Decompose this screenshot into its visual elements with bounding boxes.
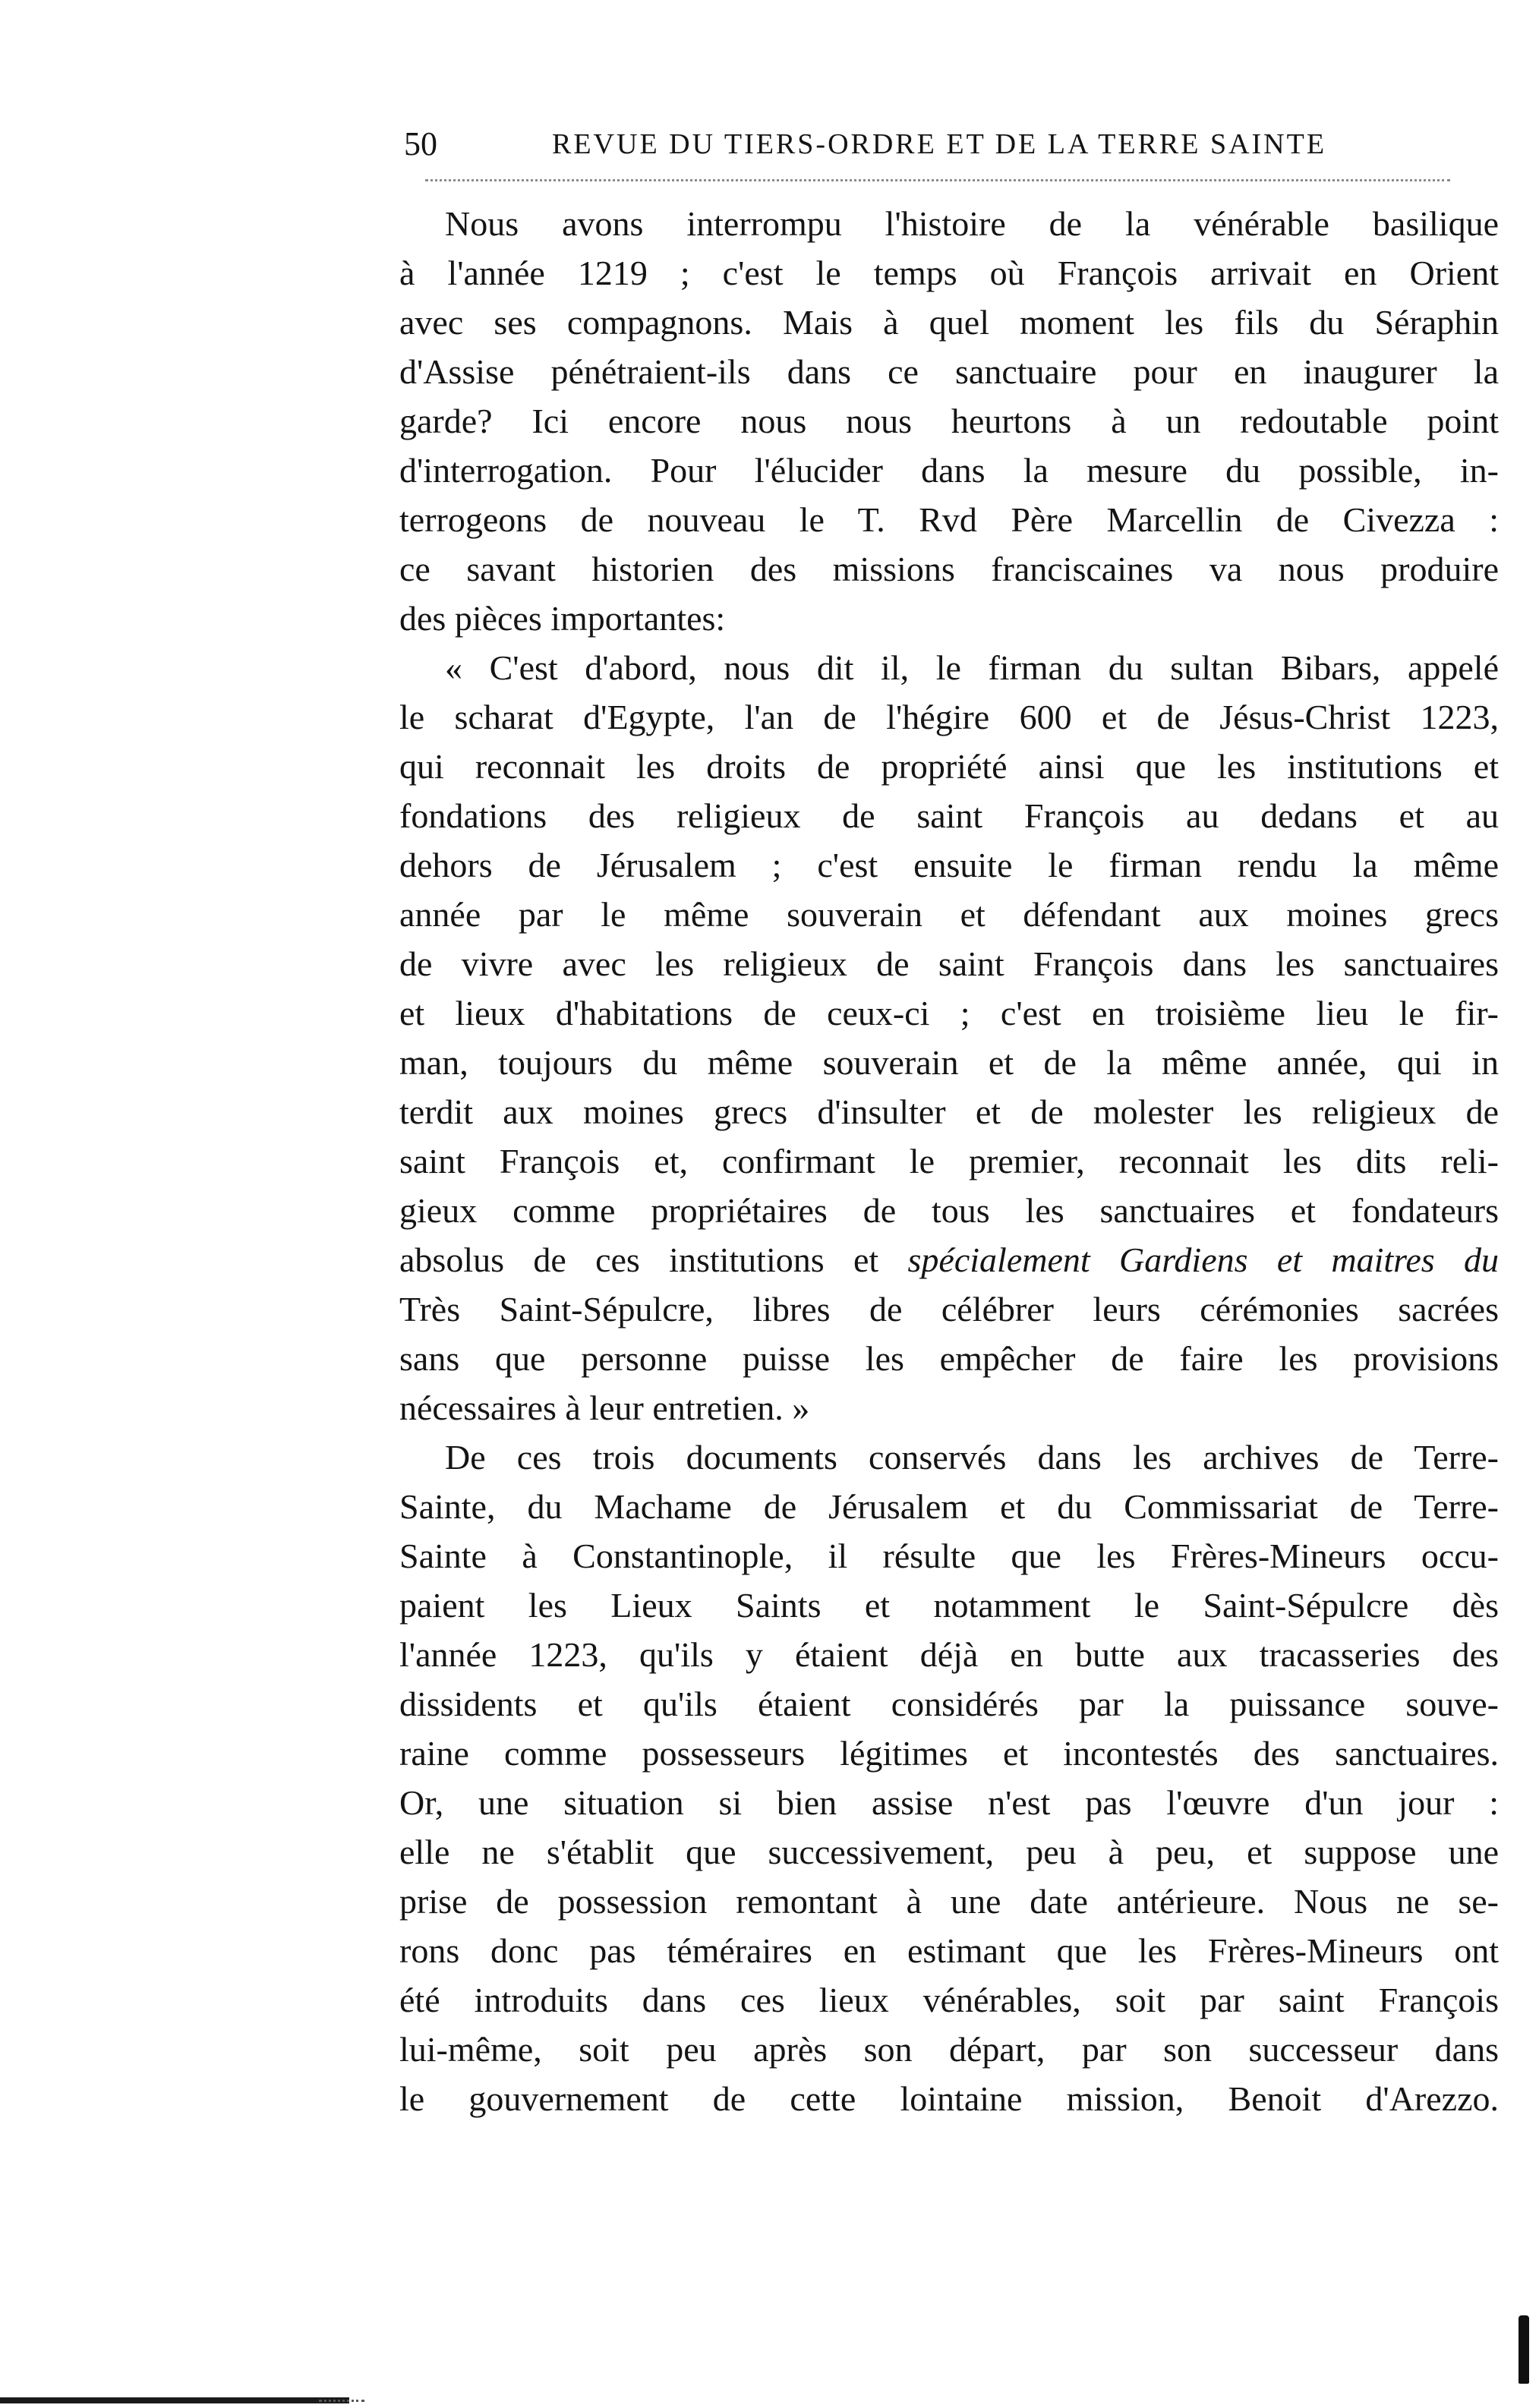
quote-line: qui reconnait les droits de propriété ainsi que les institutions et <box>399 747 1499 786</box>
paragraph-line: dissidents et qu'ils étaient considérés par la puissance souve- <box>399 1685 1499 1723</box>
paragraph-line: Or, une situation si bien assise n'est pas l'œuvre d'un jour : <box>399 1783 1499 1822</box>
paragraph-line: Sainte, du Machame de Jérusalem et du Commissariat de Terre- <box>399 1487 1499 1526</box>
quote-line: man, toujours du même souverain et de la même année, qui in <box>399 1043 1499 1082</box>
quote-line: le scharat d'Egypte, l'an de l'hégire 600 et de Jésus-Christ 1223, <box>399 698 1499 736</box>
running-title: REVUE DU TIERS-ORDRE ET DE LA TERRE SAINTE <box>552 128 1327 160</box>
quote-line: et lieux d'habitations de ceux-ci ; c'est en troisième lieu le fir- <box>399 994 1499 1032</box>
quote-line <box>399 1235 1499 1284</box>
scan-edge-mark <box>0 2397 349 2403</box>
quote-line: dehors de Jérusalem ; c'est ensuite le firman rendu la même <box>399 846 1499 884</box>
paragraph-line: elle ne s'établit que successivement, peu à peu, et suppose une <box>399 1833 1499 1871</box>
paragraph-line: le gouvernement de cette lointaine mission, Benoit d'Arezzo. <box>399 2079 1499 2118</box>
quote-line: sans que personne puisse les empêcher de faire les provisions <box>399 1339 1499 1378</box>
body-text <box>399 199 1499 2123</box>
quote-line: gieux comme propriétaires de tous les sanctuaires et fondateurs <box>399 1191 1499 1230</box>
paragraph-line: à l'année 1219 ; c'est le temps où François arrivait en Orient <box>399 254 1499 292</box>
page-header <box>404 121 1509 167</box>
paragraph-line: Sainte à Constantinople, il résulte que les Frères-Mineurs occu- <box>399 1537 1499 1575</box>
paragraph-line: raine comme possesseurs légitimes et incontestés des sanctuaires. <box>399 1734 1499 1773</box>
paragraph-line: paient les Lieux Saints et notamment le Saint-Sépulcre dès <box>399 1586 1499 1625</box>
quote-line: saint François et, confirmant le premier, reconnait les dits reli- <box>399 1142 1499 1180</box>
scan-ink-blot <box>1519 2315 1529 2384</box>
paragraph-line: prise de possession remontant à une date antérieure. Nous ne se- <box>399 1882 1499 1921</box>
paragraph-line: garde? Ici encore nous nous heurtons à un redoutable point <box>399 402 1499 440</box>
paragraph-line: De ces trois documents conservés dans les archives de Terre- <box>445 1438 1499 1477</box>
page-number: 50 <box>404 125 437 162</box>
quote-line: année par le même souverain et défendant aux moines grecs <box>399 895 1499 934</box>
paragraph-line: été introduits dans ces lieux vénérables, soit par saint François <box>399 1981 1499 2019</box>
quote-line: Très Saint-Sépulcre, libres de célébrer leurs cérémonies sacrées <box>399 1290 1499 1328</box>
paragraph-line: terrogeons de nouveau le T. Rvd Père Marcellin de Civezza : <box>399 500 1499 539</box>
quote-line: terdit aux moines grecs d'insulter et de molester les religieux de <box>399 1092 1499 1131</box>
header-rule <box>425 179 1450 181</box>
italic-phrase: spécialement Gardiens et maitres du <box>907 1240 1500 1279</box>
paragraph-line: d'interrogation. Pour l'élucider dans la mesure du possible, in- <box>399 451 1499 490</box>
quote-line: « C'est d'abord, nous dit il, le firman du sultan Bibars, appelé <box>445 648 1499 687</box>
scan-edge-fade <box>319 2400 364 2404</box>
paragraph-line: lui-même, soit peu après son départ, par son successeur dans <box>399 2030 1499 2069</box>
paragraph-line: d'Assise pénétraient-ils dans ce sanctuaire pour en inaugurer la <box>399 352 1499 391</box>
paragraph-line: l'année 1223, qu'ils y étaient déjà en butte aux tracasseries des <box>399 1635 1499 1674</box>
quote-line: de vivre avec les religieux de saint François dans les sanctuaires <box>399 944 1499 983</box>
paragraph-line: ce savant historien des missions franciscaines va nous produire <box>399 550 1499 588</box>
paragraph-line: rons donc pas téméraires en estimant que les Frères-Mineurs ont <box>399 1931 1499 1970</box>
quote-line: fondations des religieux de saint François au dedans et au <box>399 796 1499 835</box>
paragraph-line: des pièces importantes: <box>399 599 726 638</box>
quote-line-text: absolus de ces institutions et <box>399 1240 879 1279</box>
paragraph-line: avec ses compagnons. Mais à quel moment les fils du Séraphin <box>399 303 1499 342</box>
paragraph-line: Nous avons interrompu l'histoire de la vénérable basilique <box>445 204 1499 243</box>
quote-line: nécessaires à leur entretien. » <box>399 1388 810 1427</box>
